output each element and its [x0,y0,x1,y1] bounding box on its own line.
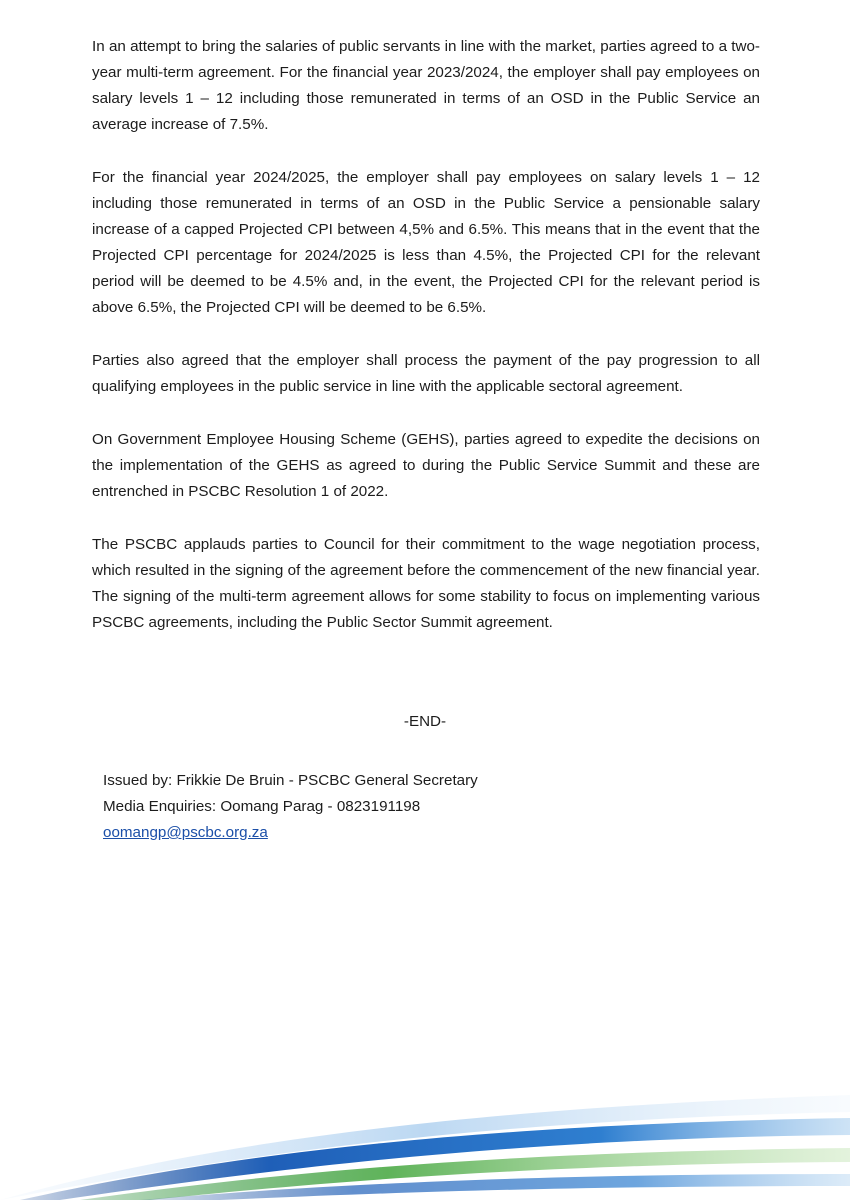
body-text [92,34,760,663]
media-enquiries: Media Enquiries: Oomang Parag - 0823191198 [103,798,421,815]
paragraph-pscbc-applauds: The PSCBC applauds parties to Council for their commitment to the wage negotiation process, which resulted in the signing of the agreement before the commencement of the new financial year. The signing of the multi-term agreement allows for some stability to focus on implementing various PSCBC agreements, including the Public Sector Summit agreement. [92,536,760,631]
paragraph-2024-increase: For the financial year 2024/2025, the employer shall pay employees on salary levels 1 – 12 including those remunerated in terms of an OSD in the Public Service a pensionable salary increase of a capped Projected CPI between 4,5% and 6.5%. This means that in the event that the Projected CPI percentage for 2024/2025 is less than 4.5%, the Projected CPI for the relevant period will be deemed to be 4.5% and, in the event, the Projected CPI for the relevant period is above 6.5%, the Projected CPI will be deemed to be 6.5%. [92,169,760,316]
issuer-block [103,768,478,846]
paragraph-salary-agreement: In an attempt to bring the salaries of public servants in line with the market, parties agreed to a two-year multi-term agreement. For the financial year 2023/2024, the employer shall pay employees on salary levels 1 – 12 including those remunerated in terms of an OSD in the Public Service an average increase of 7.5%. [92,38,760,133]
footer-swoosh-decoration [0,1090,850,1200]
end-mark: -END- [403,713,447,730]
paragraph-pay-progression: Parties also agreed that the employer shall process the payment of the pay progression to all qualifying employees in the public service in line with the applicable sectoral agreement. [92,352,760,395]
paragraph-gehs: On Government Employee Housing Scheme (GEHS), parties agreed to expedite the decisions on the implementation of the GEHS as agreed to during the Public Service Summit and these are entrenched in PSCBC Resolution 1 of 2022. [92,431,760,500]
issued-by: Issued by: Frikkie De Bruin - PSCBC General Secretary [103,772,478,789]
email-link[interactable]: oomangp@pscbc.org.za [103,824,268,841]
